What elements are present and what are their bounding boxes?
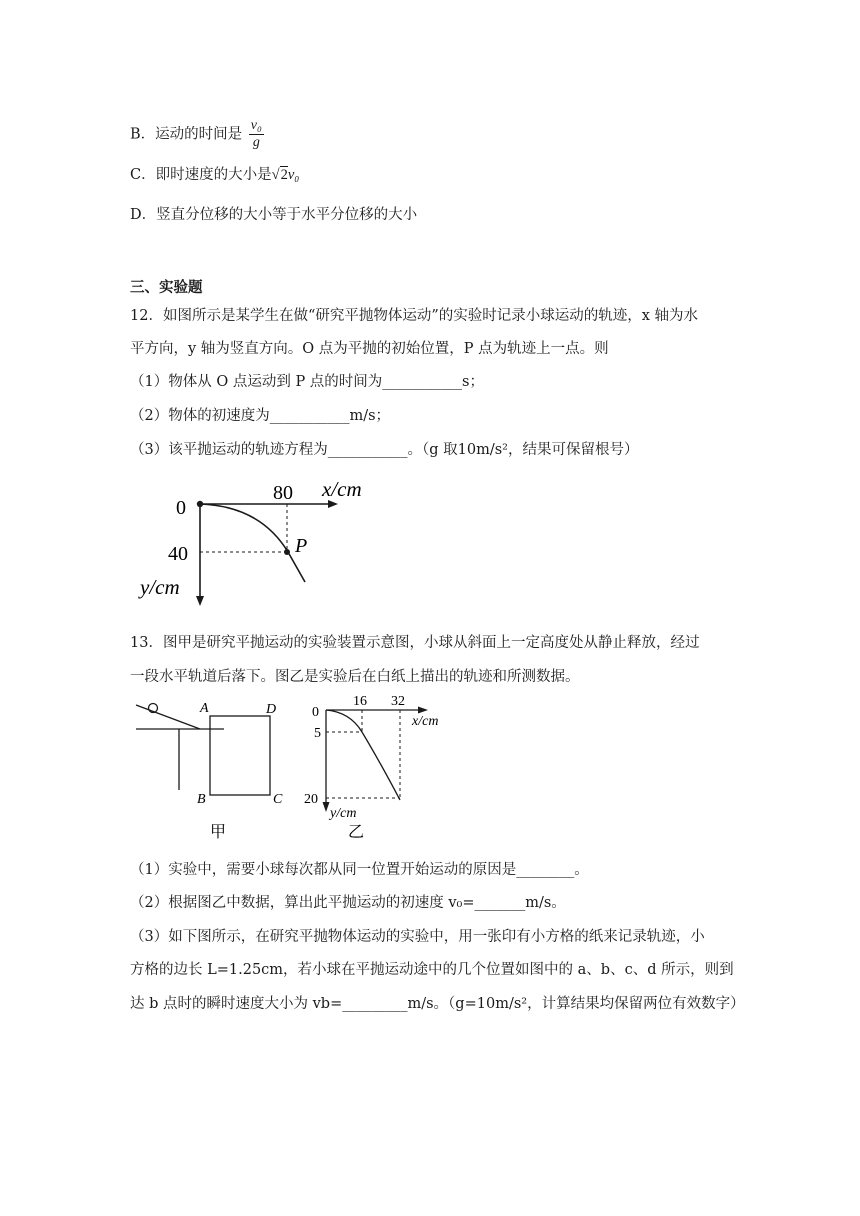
- q12-sub-1: （1）物体从 O 点运动到 P 点的时间为___________s；: [130, 374, 484, 390]
- origin-label: 0: [176, 497, 186, 519]
- option-d: D．竖直分位移的大小等于水平分位移的大小: [130, 207, 418, 223]
- q12-line-2: 平方向，y 轴为竖直方向。O 点为平抛的初始位置，P 点为轨迹上一点。则: [130, 341, 609, 357]
- x-axis-label: x/cm: [412, 714, 439, 729]
- caption-jia: 甲: [210, 824, 227, 841]
- label-b: B: [197, 792, 206, 807]
- x-axis-arrow: [418, 707, 428, 714]
- label-a: A: [200, 701, 209, 716]
- trajectory-curve: [200, 504, 308, 582]
- white-board: [210, 716, 270, 795]
- sqrt-expression: [272, 166, 288, 183]
- q13-sub-3-line-3: 达 b 点时的瞬时速度大小为 vb=_________m/s。（g=10m/s²，计算结果均保留两位有效数字）: [130, 996, 745, 1012]
- y-tick-20: 20: [304, 792, 318, 807]
- incline-slope: [136, 705, 200, 729]
- x-axis-arrow: [328, 500, 338, 508]
- x-tick-label: 80: [273, 482, 293, 504]
- fraction-denominator: g: [252, 135, 260, 150]
- q13-line-2: 一段水平轨道后落下。图乙是实验后在白纸上描出的轨迹和所测数据。: [130, 669, 580, 685]
- y-axis-label: y/cm: [330, 806, 357, 821]
- option-b-text: B．运动的时间是: [130, 126, 243, 143]
- origin-label: 0: [312, 705, 319, 720]
- option-c-text: C．即时速度的大小是: [130, 167, 272, 183]
- q13-line-1: 13．图甲是研究平抛运动的实验装置示意图，小球从斜面上一定高度处从静止释放，经过: [130, 635, 700, 651]
- q12-line-1: 12．如图所示是某学生在做“研究平抛物体运动”的实验时记录小球运动的轨迹，x 轴为水: [130, 308, 699, 324]
- y-tick-5: 5: [314, 726, 321, 741]
- y-tick-label: 40: [168, 543, 188, 565]
- label-c: C: [273, 792, 283, 807]
- option-c: [130, 163, 299, 184]
- y-axis-arrow: [196, 596, 204, 606]
- x-tick-32: 32: [391, 694, 405, 709]
- q13-sub-2: （2）根据图乙中数据，算出此平抛运动的初速度 v₀=_______m/s。: [130, 895, 566, 911]
- section-title: 三、实验题: [130, 279, 203, 296]
- trajectory-curve: [326, 710, 400, 800]
- sqrt-radicand: 2: [280, 167, 288, 183]
- y-axis-label: y/cm: [140, 575, 180, 599]
- label-d: D: [266, 702, 277, 717]
- q12-sub-2: （2）物体的初速度为___________m/s；: [130, 408, 391, 424]
- q12-trajectory-figure: [130, 470, 390, 610]
- q13-sub-1: （1）实验中，需要小球每次都从同一位置开始运动的原因是________。: [130, 862, 589, 878]
- x-axis-label: x/cm: [322, 477, 362, 501]
- figure-yi-trajectory: [300, 692, 460, 842]
- point-p-label: P: [295, 535, 308, 557]
- x-tick-16: 16: [353, 694, 367, 709]
- y-axis-arrow: [323, 802, 330, 812]
- point-p-dot: [284, 549, 290, 555]
- q12-sub-3: （3）该平抛运动的轨迹方程为___________。（g 取10m/s²，结果可保留根号）: [130, 442, 639, 458]
- fraction-numerator: v₀: [250, 118, 262, 133]
- option-b-fraction: [249, 118, 264, 151]
- q13-sub-3-line-2: 方格的边长 L=1.25cm，若小球在平抛运动途中的几个位置如图中的 a、b、c、d 所示，则到: [130, 962, 734, 978]
- sqrt-symbol: √: [271, 167, 280, 183]
- q13-sub-3-line-1: （3）如下图所示，在研究平抛物体运动的实验中，用一张印有小方格的纸来记录轨迹，小: [130, 929, 705, 945]
- caption-yi: 乙: [348, 824, 365, 841]
- option-c-variable: v₀: [287, 167, 300, 183]
- figure-jia-apparatus: [130, 692, 300, 842]
- option-b: [130, 118, 264, 151]
